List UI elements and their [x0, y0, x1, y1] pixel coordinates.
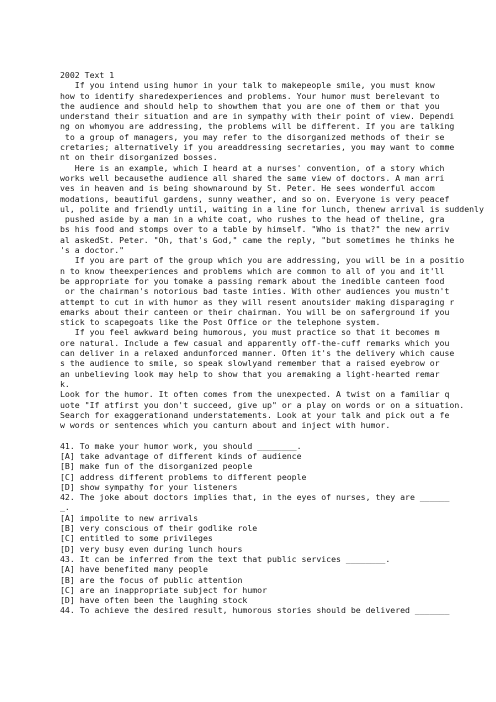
passage-line: modations, beautiful gardens, sunny weather, and so on. Everyone is very peacef: [60, 193, 450, 204]
question-42-continued: _.: [60, 502, 70, 513]
passage-line: k.: [60, 378, 70, 389]
passage-line: emarks about their canteen or their chairman. You will be on saferground if you: [60, 306, 450, 317]
passage-line: attempt to cut in with humor as they will resent anoutsider making disparaging r: [60, 296, 455, 307]
option-line: [A] impolite to new arrivals: [60, 512, 199, 523]
passage-line: the audience and should help to showthem that you are one of them or that you: [60, 100, 440, 111]
passage-line: ng on whomyou are addressing, the problems will be different. If you are talking: [60, 121, 455, 132]
passage-line: Here is an example, which I heard at a nurses' convention, of a story which: [60, 162, 445, 173]
passage-line: ul, polite and friendly until, waiting in a line for lunch, thenew arrival is suddenly: [60, 203, 484, 214]
passage-line: 's a doctor.": [60, 245, 125, 256]
passage-line: works well becausethe audience all shared the same view of doctors. A man arri: [60, 172, 445, 183]
option-line: [A] have benefited many people: [60, 564, 208, 575]
passage-line: bs his food and stomps over to a table by himself. "Who is that?" the new arriv: [60, 224, 450, 235]
question-42: 42. The joke about doctors implies that, in the eyes of nurses, they are ______: [60, 492, 450, 503]
passage-line: nt on their disorganized bosses.: [60, 152, 218, 163]
option-line: [D] have often been the laughing stock: [60, 595, 248, 606]
passage-line: pushed aside by a man in a white coat, who rushes to the head of theline, gra: [60, 214, 445, 225]
question-43: 43. It can be inferred from the text that public services ________.: [60, 553, 391, 564]
passage-line: understand their situation and are in sympathy with their point of view. Dependi: [60, 111, 455, 122]
passage-line: Search for exaggerationand understatements. Look at your talk and pick out a fe: [60, 409, 450, 420]
option-line: [B] very conscious of their godlike role: [60, 523, 258, 534]
option-line: [C] address different problems to different people: [60, 471, 307, 482]
option-line: [B] make fun of the disorganized people: [60, 461, 253, 472]
passage-line: to a group of managers, you may refer to the disorganized methods of their se: [60, 131, 445, 142]
document-page: [60, 70, 484, 616]
questions-section: [60, 440, 450, 616]
question-44: 44. To achieve the desired result, humorous stories should be delivered _______: [60, 605, 450, 616]
passage-line: stick to scapegoats like the Post Office or the telephone system.: [60, 317, 381, 328]
passage-line: an unbelieving look may help to show that you aremaking a light-hearted remar: [60, 368, 440, 379]
passage-line: or the chairman's notorious bad taste inties. With other audiences you mustn't: [60, 286, 450, 297]
passage-line: If you feel awkward being humorous, you must practice so that it becomes m: [60, 327, 440, 338]
option-line: [A] take advantage of different kinds of audience: [60, 450, 302, 461]
question-41: 41. To make your humor work, you should ________.: [60, 440, 302, 451]
passage-line: how to identify sharedexperiences and problems. Your humor must berelevant to: [60, 90, 440, 101]
passage-text: [60, 80, 484, 431]
passage-line: be appropriate for you tomake a passing remark about the inedible canteen food: [60, 275, 445, 286]
passage-line: cretaries; alternatively if you areaddressing secretaries, you may want to comme: [60, 142, 455, 153]
passage-line: can deliver in a relaxed andunforced manner. Often it's the delivery which cause: [60, 348, 455, 359]
passage-line: s the audience to smile, so speak slowlyand remember that a raised eyebrow or: [60, 358, 440, 369]
document-heading: 2002 Text 1: [60, 70, 115, 80]
passage-line: uote "If atfirst you don't succeed, give up" or a play on words or on a situation.: [60, 399, 465, 410]
passage-line: If you intend using humor in your talk to makepeople smile, you must know: [60, 80, 435, 91]
passage-line: n to know theexperiences and problems which are common to all of you and it'll: [60, 265, 445, 276]
option-line: [D] very busy even during lunch hours: [60, 543, 243, 554]
passage-line: al askedSt. Peter. "Oh, that's God," came the reply, "but sometimes he thinks he: [60, 234, 455, 245]
option-line: [C] entitled to some privileges: [60, 533, 213, 544]
passage-line: ore natural. Include a few casual and apparently off-the-cuff remarks which you: [60, 337, 450, 348]
passage-line: ves in heaven and is being shownaround by St. Peter. He sees wonderful accom: [60, 183, 435, 194]
passage-line: w words or sentences which you canturn about and inject with humor.: [60, 420, 391, 431]
passage-line: Look for the humor. It often comes from the unexpected. A twist on a familiar q: [60, 389, 450, 400]
option-line: [D] show sympathy for your listeners: [60, 481, 238, 492]
passage-line: If you are part of the group which you are addressing, you will be in a positio: [60, 255, 465, 266]
option-line: [B] are the focus of public attention: [60, 574, 243, 585]
section-gap: [60, 430, 436, 440]
option-line: [C] are an inappropriate subject for humor: [60, 584, 268, 595]
